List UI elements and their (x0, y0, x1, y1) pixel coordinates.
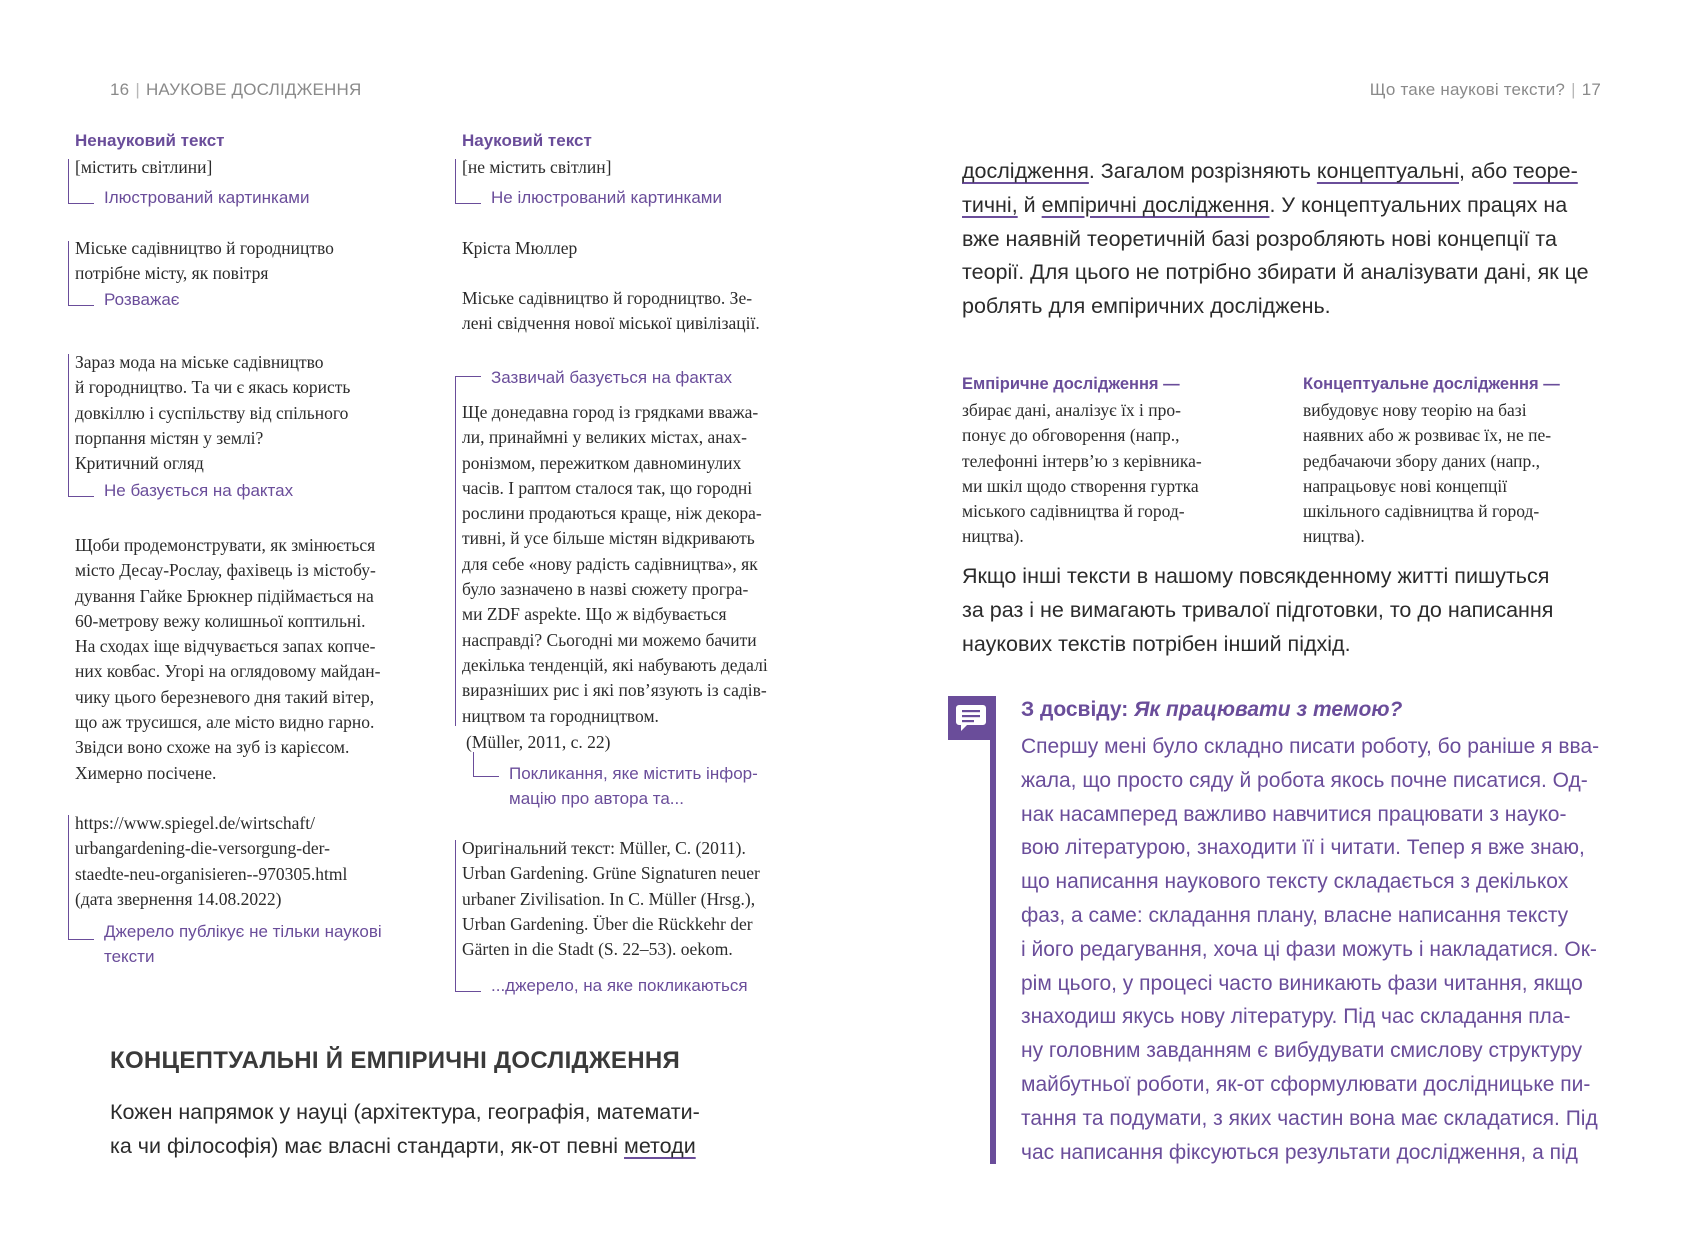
callout-heading: З досвіду: Як працювати з темою? (1021, 698, 1403, 721)
definition-conceptual-text: вибудовує нову теорію на базі наявних або ж розвиває їх, не пе- редбачаючи збору даних (напр., напрацьовує нові концепції шкільного садівництва й город- ництва). (1303, 400, 1552, 547)
non-scientific-heading: Ненауковий текст (75, 131, 225, 150)
note-citation: Покликання, яке містить інфор- мацію про автора та... (509, 764, 758, 808)
annotation-bar (455, 159, 456, 203)
non-scientific-source-url: https://www.spiegel.de/wirtschaft/ urbangardening-die-versorgung-der- staedte-neu-organisieren--970305.html (дата звернення 14.08.2022) (75, 813, 348, 909)
annotation-bar (455, 840, 456, 991)
section-paragraph: Кожен напрямок у науці (архітектура, географія, математи- ка чи філософія) має власні стандарти, як-от певні методи (110, 1100, 700, 1158)
annotation-bar (68, 159, 69, 203)
note-facts: Зазвичай базується на фактах (491, 368, 733, 387)
definition-empirical-heading: Емпіричне дослідження — (962, 375, 1180, 393)
non-scientific-title: Міське садівництво й городництво потрібне місту, як повітря (75, 238, 334, 284)
section-title: КОНЦЕПТУАЛЬНІ Й ЕМПІРИЧНІ ДОСЛІДЖЕННЯ (110, 1047, 681, 1074)
definition-conceptual-heading: Концептуальне дослідження — (1303, 375, 1560, 393)
non-scientific-intro: Зараз мода на міське садівництво й городництво. Та чи є якась користь довкіллю і суспільству від спільного порпання містян у землі? Критичний огляд (75, 352, 351, 474)
right-page-number: 17 (1581, 80, 1601, 99)
annotation-bar (455, 376, 456, 726)
scientific-original-reference: Оригінальний текст: Müller, C. (2011). Urban Gardening. Grüne Signaturen neuer urbaner Zivilisation. In C. Müller (Hrsg.), Urban Gardening. Über die Rückkehr der Gärten in die Stadt (S. 22–53). oekom. (462, 838, 760, 960)
glossary-link-theoretical-cont[interactable]: тичні, (962, 192, 1018, 217)
left-page-number: 16 (110, 80, 130, 99)
annotation-bar (68, 354, 69, 496)
right-page-header: Що таке наукові тексти? | 17 (1369, 80, 1601, 99)
note-illustrated: Ілюстрований картинками (104, 188, 310, 207)
right-running-title: Що таке наукові тексти? (1369, 80, 1566, 99)
annotation-hook (455, 376, 481, 377)
annotation-hook (68, 203, 94, 204)
annotation-hook (455, 203, 481, 204)
non-scientific-bracket: [містить світлини] (75, 157, 213, 177)
glossary-link-methods[interactable]: методи (624, 1133, 696, 1158)
callout-icon-box (948, 696, 994, 740)
annotation-hook (455, 991, 481, 992)
scientific-citation: (Müller, 2011, с. 22) (466, 732, 611, 752)
scientific-title: Міське садівництво й городництво. Зе- лені свідчення нової міської цивілізації. (462, 288, 760, 334)
intro-paragraph: дослідження. Загалом розрізняють концептуальні, або теоре- тичні, й емпіричні дослідження. У концептуальних працях на вже наявній теоретичній базі розробляють нові концепції та теорії. Для цього не потрібно збирати й аналізувати дані, як це роблять для емпіричних досліджень. (962, 159, 1589, 319)
glossary-link-empirical[interactable]: емпіричні дослідження (1041, 192, 1270, 217)
annotation-hook (68, 305, 94, 306)
note-not-illustrated: Не ілюстрований картинками (491, 188, 722, 207)
callout-text: Спершу мені було складно писати роботу, бо раніше я вва- жала, що просто сяду й робота якось почне писатися. Од- нак насамперед важливо навчитися працювати з науко- вою літературою, знаходити її і читати. Тепер я вже знаю, що написання наукового тексту складається з декількох фаз, а саме: складання плану, власне написання тексту і його редагування, хоча ці фази можуть і накладатися. Ок- рім цього, у процесі часто виникають фази читання, якщо знаходиш якусь нову літературу. Під час складання пла- ну головним завданням є вибудувати смислову структуру майбутньої роботи, як-от сформулювати дослідницьке пи- тання та подумати, з яких частин вона має складатися. Під час написання фіксуються результати дослідження, а під (1021, 735, 1600, 1164)
annotation-bar (68, 241, 69, 305)
glossary-link-research[interactable]: дослідження (962, 159, 1089, 183)
left-running-title: НАУКОВЕ ДОСЛІДЖЕННЯ (145, 80, 362, 99)
annotation-hook (68, 939, 94, 940)
glossary-link-theoretical[interactable]: теоре- (1513, 159, 1578, 183)
annotation-bar (68, 815, 69, 939)
note-not-facts: Не базується на фактах (104, 481, 294, 500)
scientific-heading: Науковий текст (462, 131, 592, 150)
left-page-header: 16 | НАУКОВЕ ДОСЛІДЖЕННЯ (110, 80, 362, 99)
note-cited-source: ...джерело, на яке покликаються (491, 976, 748, 995)
annotation-bar (473, 752, 474, 776)
definition-empirical-text: збирає дані, аналізує їх і про- понує до обговорення (напр., телефонні інтерв’ю з керівника- ми шкіл щодо створення гуртка міського садівництва й город- ництва). (962, 400, 1202, 547)
callout-side-bar (990, 696, 996, 1164)
non-scientific-body: Щоби продемонструвати, як змінюється місто Десау-Рослау, фахівець із містобу- дування Гайке Брюкнер підіймається на 60-метрову вежу колишньої коптильні. На сходах іще відчувається запах копче- них ковбас. Угорі на оглядовому майдан- чику цього березневого дня такий вітер, що аж трусишся, але місто видно гарно. Звідси воно схоже на зуб із карієсом. Химерно посічене. (75, 535, 381, 783)
note-entertains: Розважає (104, 290, 180, 309)
scientific-body: Ще донедавна город із грядками вважа- ли, принаймні у великих містах, анах- ронізмом, пережитком давноминулих часів. І раптом сталося так, що городні рослини продаються краще, ніж декора- тивні, й усе більше містян відкривають для себе «нову радість садівництва», як було зазначено в назві сюжету програ- ми ZDF aspekte. Що ж відбувається насправді? Сьогодні ми можемо бачити декілька тенденцій, які набувають дедалі виразніших рис і які пов’язують із садів- ництвом та городництвом. (462, 402, 768, 726)
note-source: Джерело публікує не тільки наукові тексти (104, 922, 382, 966)
scientific-bracket: [не містить світлин] (462, 157, 612, 177)
scientific-author: Кріста Мюллер (462, 238, 578, 258)
speech-bubble-icon (948, 696, 994, 740)
annotation-hook (473, 776, 499, 777)
annotation-hook (68, 496, 94, 497)
second-paragraph: Якщо інші тексти в нашому повсякденному житті пишуться за раз і не вимагають тривалої підготовки, то до написання наукових текстів потрібен інший підхід. (962, 564, 1554, 656)
glossary-link-conceptual[interactable]: концептуальні (1316, 159, 1459, 183)
